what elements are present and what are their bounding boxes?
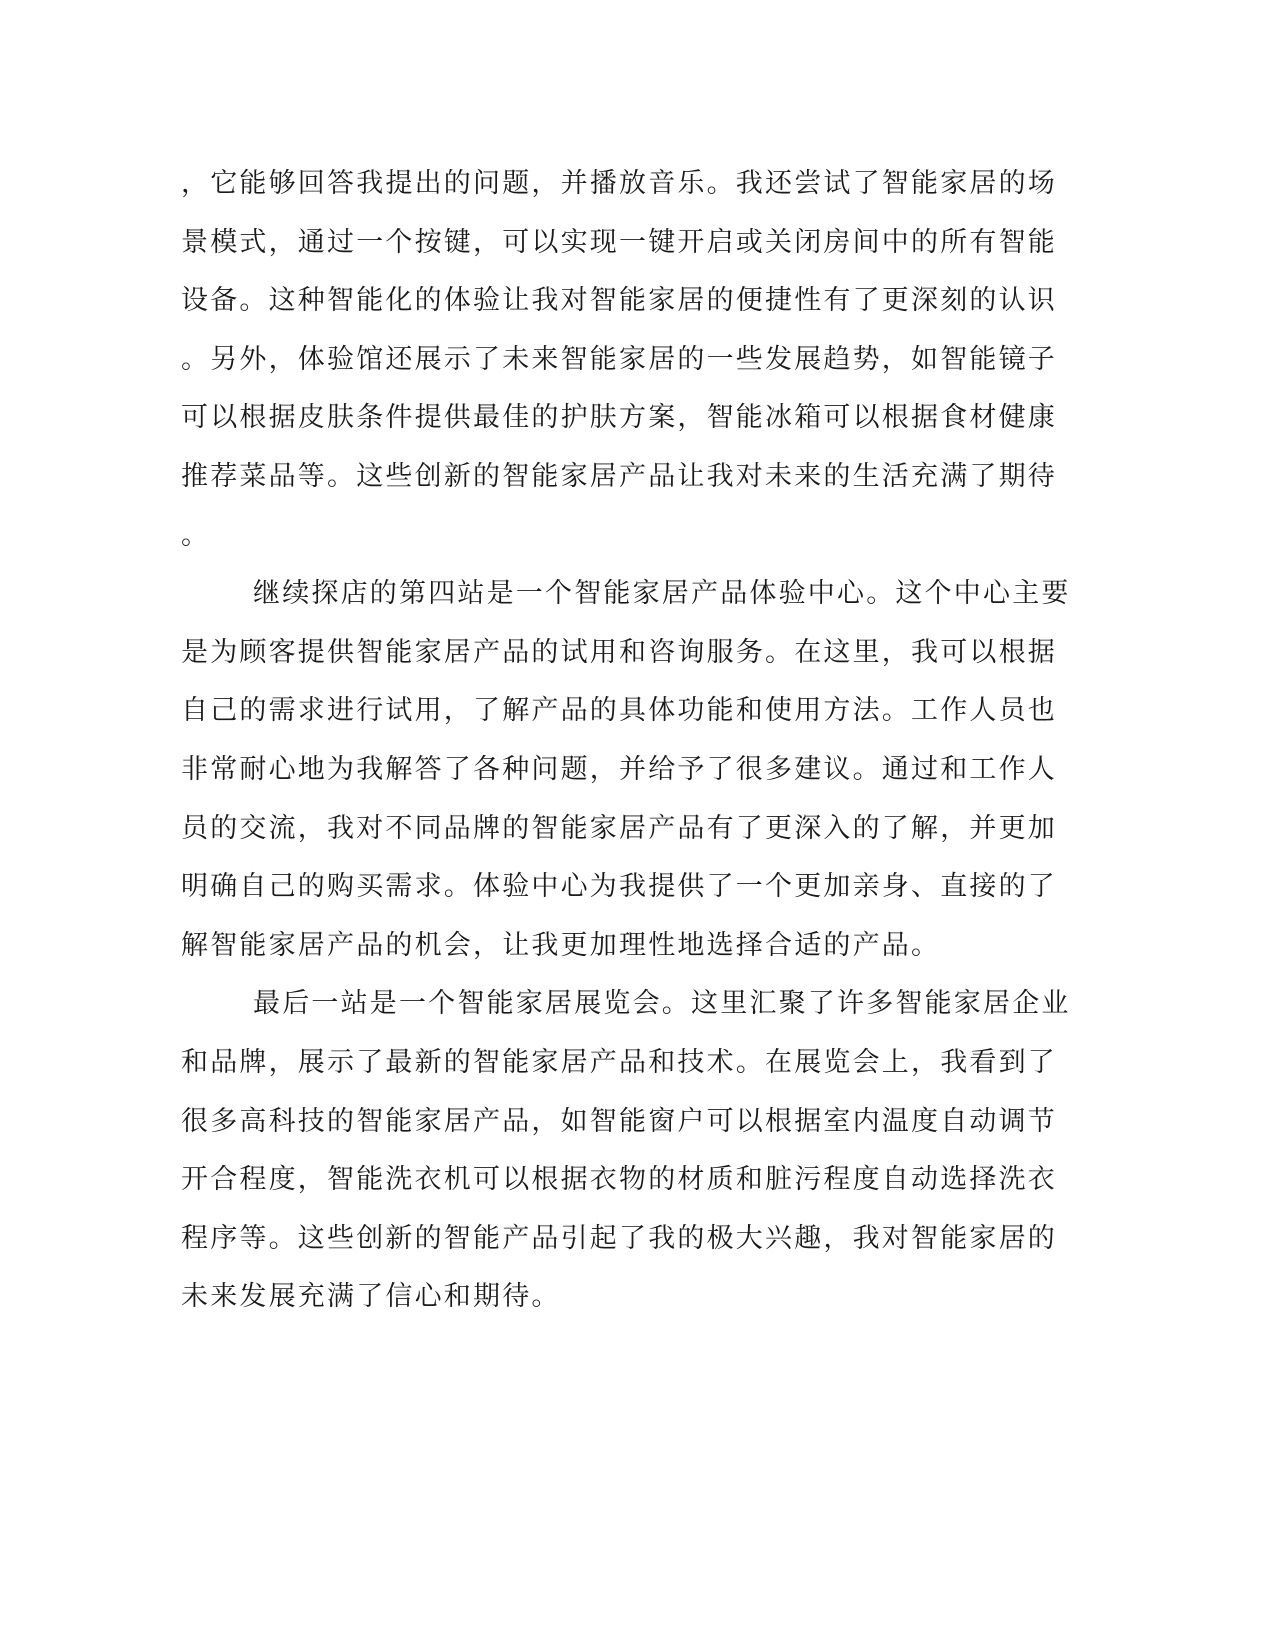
paragraph-line: ，它能够回答我提出的问题，并播放音乐。我还尝试了智能家居的场	[181, 168, 1057, 199]
paragraph-line: 景模式，通过一个按键，可以实现一键开启或关闭房间中的所有智能	[181, 226, 1057, 258]
paragraph-line: 程序等。这些创新的智能产品引起了我的极大兴趣，我对智能家居的	[181, 1222, 1057, 1254]
paragraph-line: 很多高科技的智能家居产品，如智能窗户可以根据室内温度自动调节	[181, 1105, 1057, 1137]
paragraph-3	[181, 975, 1081, 1327]
paragraph-1	[181, 155, 1081, 565]
paragraph-line: 未来发展充满了信心和期待。	[181, 1281, 561, 1313]
paragraph-line: 员的交流，我对不同品牌的智能家居产品有了更深入的了解，并更加	[181, 812, 1057, 844]
paragraph-line: 可以根据皮肤条件提供最佳的护肤方案，智能冰箱可以根据食材健康	[181, 402, 1057, 434]
paragraph-line: 和品牌，展示了最新的智能家居产品和技术。在展览会上，我看到了	[181, 1046, 1057, 1078]
paragraph-line: 是为顾客提供智能家居产品的试用和咨询服务。在这里，我可以根据	[181, 636, 1057, 668]
paragraph-line: 。	[181, 519, 211, 551]
paragraph-2	[181, 565, 1081, 975]
paragraph-line: 非常耐心地为我解答了各种问题，并给予了很多建议。通过和工作人	[181, 753, 1057, 785]
body-text	[181, 155, 1081, 1327]
paragraph-line: 明确自己的购买需求。体验中心为我提供了一个更加亲身、直接的了	[181, 871, 1057, 903]
paragraph-line: 解智能家居产品的机会，让我更加理性地选择合适的产品。	[181, 929, 941, 961]
paragraph-line: 推荐菜品等。这些创新的智能家居产品让我对未来的生活充满了期待	[181, 460, 1057, 492]
paragraph-line: 设备。这种智能化的体验让我对智能家居的便捷性有了更深刻的认识	[181, 285, 1057, 317]
paragraph-line: 。另外，体验馆还展示了未来智能家居的一些发展趋势，如智能镜子	[181, 343, 1057, 375]
paragraph-line: 自己的需求进行试用，了解产品的具体功能和使用方法。工作人员也	[181, 695, 1057, 727]
paragraph-line: 继续探店的第四站是一个智能家居产品体验中心。这个中心主要	[253, 578, 1071, 610]
paragraph-line: 开合程度，智能洗衣机可以根据衣物的材质和脏污程度自动选择洗衣	[181, 1164, 1057, 1196]
paragraph-line: 最后一站是一个智能家居展览会。这里汇聚了许多智能家居企业	[253, 988, 1071, 1020]
